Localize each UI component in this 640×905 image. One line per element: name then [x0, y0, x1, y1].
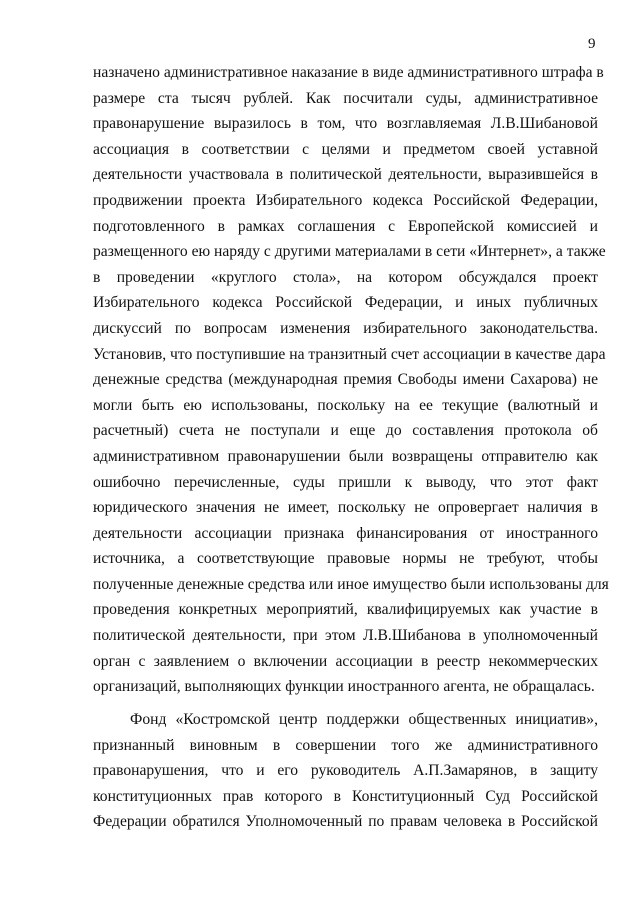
text-line: ассоциация в соответствии с целями и предметом своей уставной	[93, 140, 598, 158]
text-line: Установив, что поступившие на транзитный счет ассоциации в качестве дара	[93, 345, 606, 363]
text-line: денежные средства (международная премия Свободы имени Сахарова) не	[93, 371, 598, 389]
text-line: Фонд «Костромской центр поддержки общественных инициатив»,	[130, 711, 598, 728]
text-line: орган с заявлением о включении ассоциации в реестр некоммерческих	[93, 652, 598, 670]
text-line: ошибочно перечисленные, суды пришли к выводу, что этот факт	[93, 473, 598, 491]
text-line: могли быть ею использованы, поскольку на ее текущие (валютный и	[93, 396, 598, 414]
text-line: конституционных прав которого в Конституционный Суд Российской	[93, 787, 598, 805]
text-line: подготовленного в рамках соглашения с Европейской комиссией и	[93, 217, 598, 235]
text-line: деятельности ассоциации признака финансирования от иностранного	[93, 524, 598, 542]
text-line: организаций, выполняющих функции иностранного агента, не обращалась.	[93, 678, 595, 696]
text-line: юридического значения не имеет, поскольку не опровергает наличия в	[93, 499, 598, 517]
paragraph-1	[93, 60, 609, 700]
text-line: деятельности участвовала в политической деятельности, выразившейся в	[93, 166, 598, 184]
text-line: в проведении «круглого стола», на котором обсуждался проект	[93, 268, 598, 286]
text-line: административном правонарушении были возвращены отправителю как	[93, 447, 598, 465]
text-line: правонарушение выразилось в том, что возглавляемая Л.В.Шибановой	[93, 115, 598, 133]
text-line: полученные денежные средства или иное имущество были использованы для	[93, 575, 609, 593]
text-line: Избирательного кодекса Российской Федерации, и иных публичных	[93, 294, 598, 312]
text-line: назначено административное наказание в виде административного штрафа в	[93, 64, 604, 81]
text-line: Федерации обратился Уполномоченный по правам человека в Российской	[93, 813, 598, 831]
text-line: правонарушения, что и его руководитель А.П.Замарянов, в защиту	[93, 762, 598, 780]
paragraph-2	[93, 707, 598, 835]
text-line: проведения конкретных мероприятий, квалифицируемых как участие в	[93, 601, 598, 619]
text-line: дискуссий по вопросам изменения избирательного законодательства.	[93, 319, 598, 337]
text-line: политической деятельности, при этом Л.В.Шибанова в уполномоченный	[93, 627, 598, 645]
page-number: 9	[588, 36, 596, 52]
text-line: размере ста тысяч рублей. Как посчитали суды, административное	[93, 89, 598, 107]
text-line: размещенного ею наряду с другими материалами в сети «Интернет», а также	[93, 243, 606, 261]
text-line: признанный виновным в совершении того же административного	[93, 736, 598, 754]
text-line: расчетный) счета не поступали и еще до составления протокола об	[93, 422, 598, 440]
text-line: источника, а соответствующие правовые нормы не требуют, чтобы	[93, 550, 598, 568]
text-line: продвижении проекта Избирательного кодекса Российской Федерации,	[93, 191, 598, 209]
